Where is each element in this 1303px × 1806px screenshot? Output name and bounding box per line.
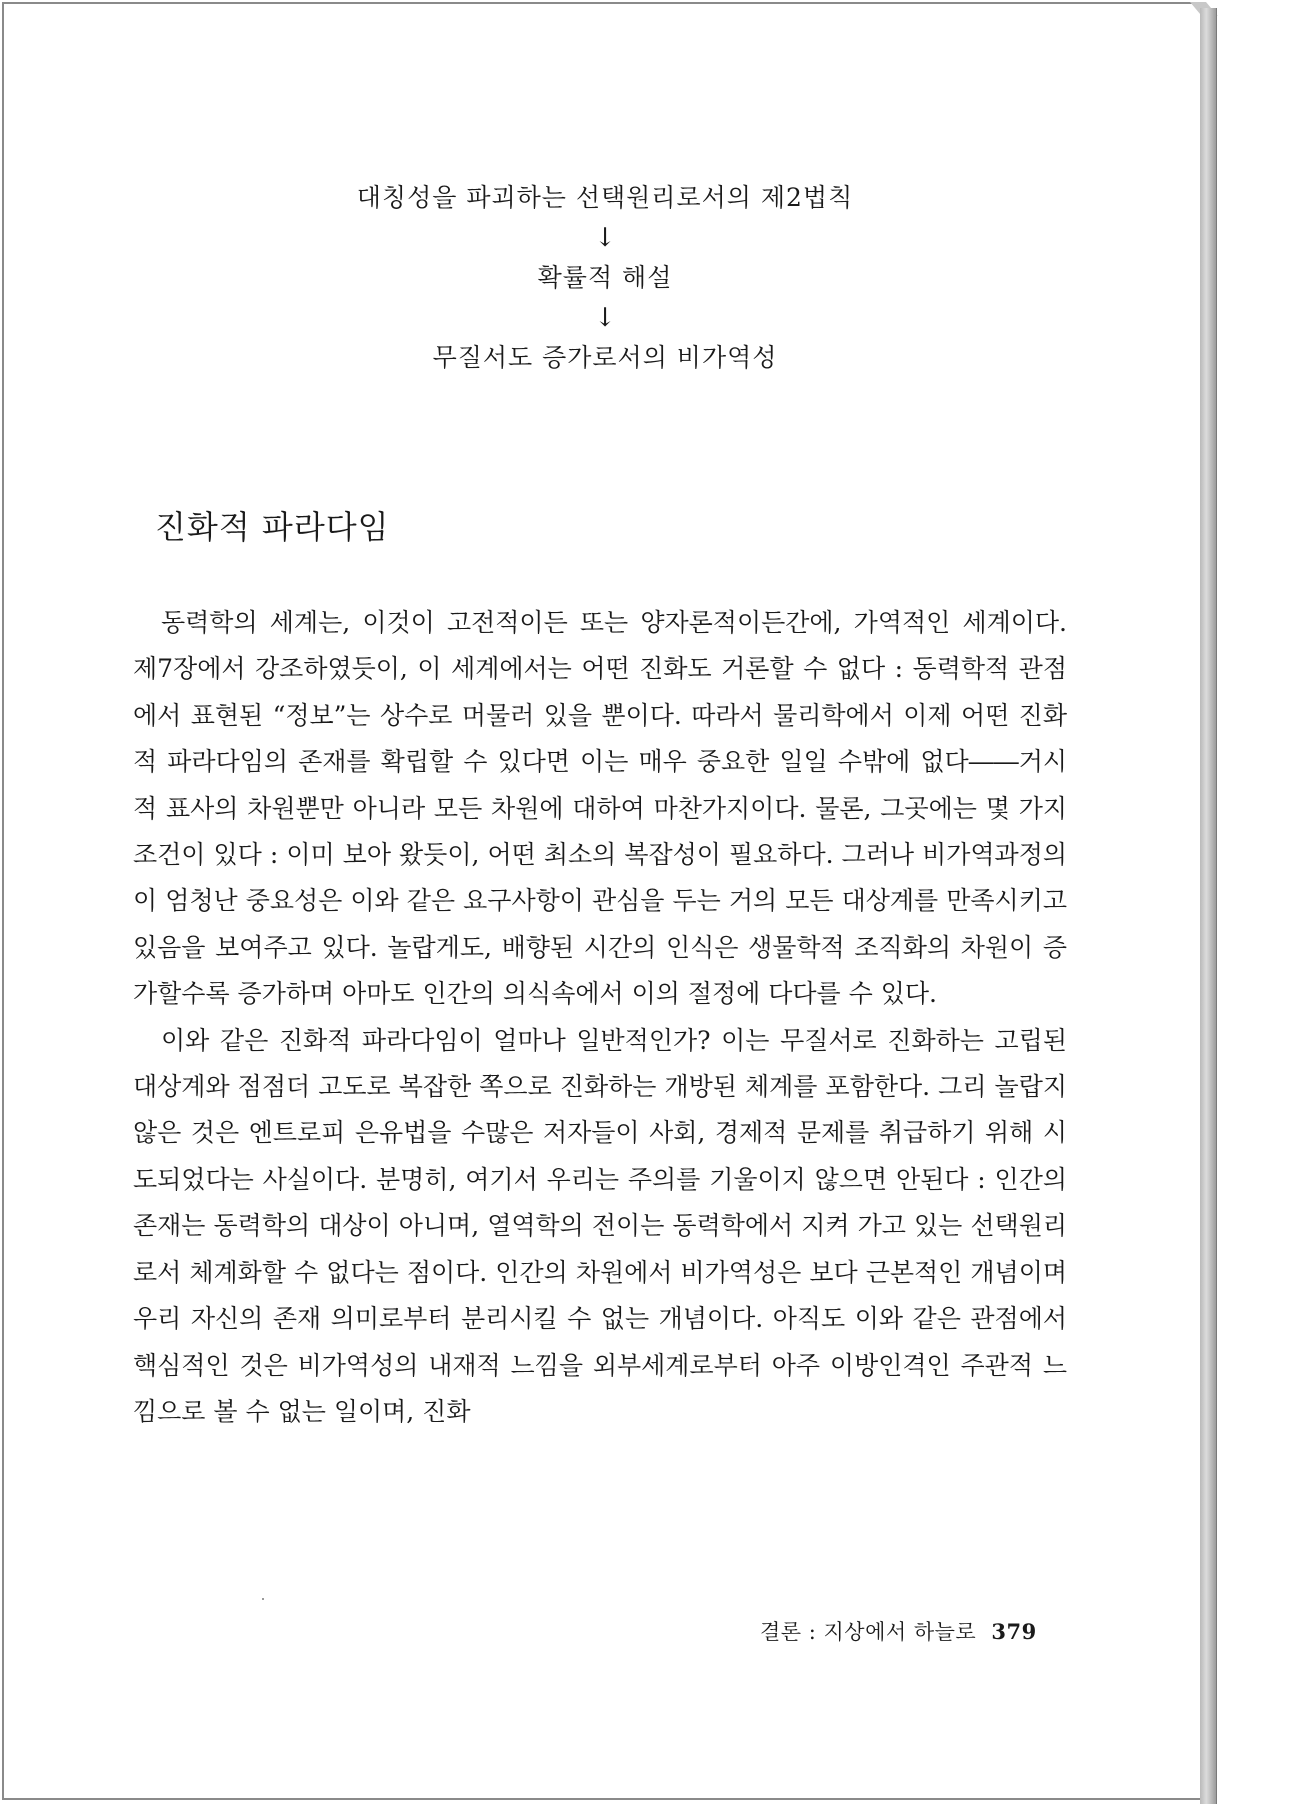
page-footer xyxy=(760,1616,1037,1646)
body-text xyxy=(133,600,1067,1435)
scan-speck xyxy=(262,1598,264,1600)
down-arrow-icon: ↓ xyxy=(594,223,616,253)
flow-diagram xyxy=(140,178,1070,378)
flow-step-2: 확률적 해설 xyxy=(537,263,673,292)
flow-step-1: 대칭성을 파괴하는 선택원리로서의 제2법칙 xyxy=(356,183,854,212)
down-arrow-icon: ↓ xyxy=(594,303,616,333)
page-number: 379 xyxy=(991,1619,1037,1644)
paragraph: 이와 같은 진화적 파라다임이 얼마나 일반적인가? 이는 무질서로 진화하는 고립된 대상계와 점점더 고도로 복잡한 쪽으로 진화하는 개방된 체계를 포함한다. 그리 놀랍지 않은 것은 엔트로피 은유법을 수많은 저자들이 사회, 경제적 문제를 취급하기 위해 시도되었다는 사실이다. 분명히, 여기서 우리는 주의를 기울이지 않으면 안된다 : 인간의 존재는 동력학의 대상이 아니며, 열역학의 전이는 동력학에서 지켜 가고 있는 선택원리로서 체계화할 수 없다는 점이다. 인간의 차원에서 비가역성은 보다 근본적인 개념이며 우리 자신의 존재 의미로부터 분리시킬 수 없는 개념이다. 아직도 이와 같은 관점에서 핵심적인 것은 비가역성의 내재적 느낌을 외부세계로부터 아주 이방인격인 주관적 느낌으로 볼 수 없는 일이며, 진화 xyxy=(133,1025,1067,1426)
paragraph: 동력학의 세계는, 이것이 고전적이든 또는 양자론적이든간에, 가역적인 세계이다. 제7장에서 강조하였듯이, 이 세계에서는 어떤 진화도 거론할 수 없다 : 동력학적 관점에서 표현된 “정보”는 상수로 머물러 있을 뿐이다. 따라서 물리학에서 이제 어떤 진화적 파라다임의 존재를 확립할 수 있다면 이는 매우 중요한 일일 수밖에 없다――거시적 표사의 차원뿐만 아니라 모든 차원에 대하여 마찬가지이다. 물론, 그곳에는 몇 가지 조건이 있다 : 이미 보아 왔듯이, 어떤 최소의 복잡성이 필요하다. 그러나 비가역과정의 이 엄청난 중요성은 이와 같은 요구사항이 관심을 두는 거의 모든 대상계를 만족시키고 있음을 보여주고 있다. 놀랍게도, 배향된 시간의 인식은 생물학적 조직화의 차원이 증가할수록 증가하며 아마도 인간의 의식속에서 이의 절정에 다다를 수 있다. xyxy=(133,608,1067,1009)
section-heading: 진화적 파라다임 xyxy=(155,508,390,546)
flow-step-3: 무질서도 증가로서의 비가역성 xyxy=(432,343,778,372)
running-title: 결론 : 지상에서 하늘로 xyxy=(760,1620,977,1644)
page-stack-edge xyxy=(1200,8,1217,1804)
